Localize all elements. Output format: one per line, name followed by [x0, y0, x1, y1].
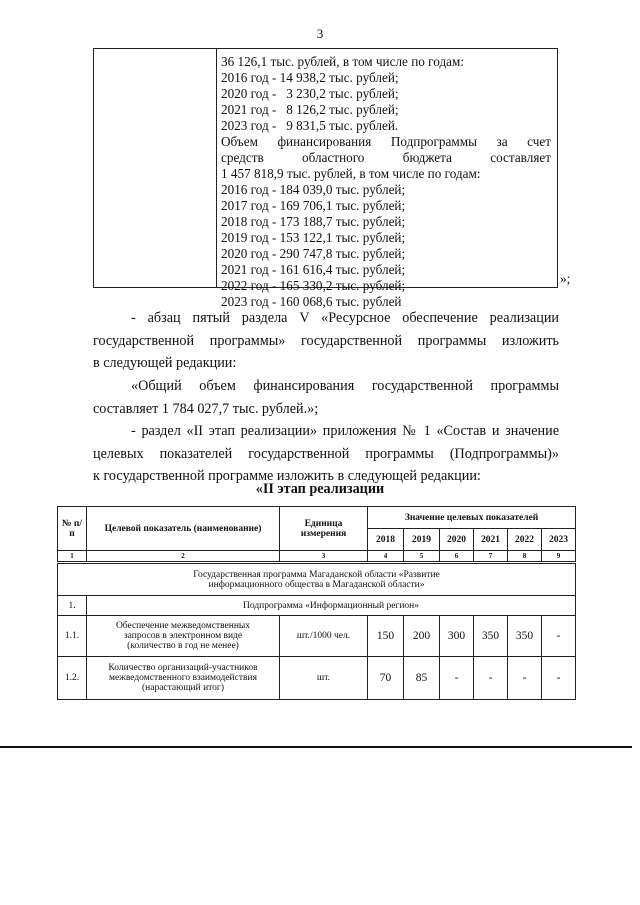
financing-line: 2021 год - 8 126,2 тыс. рублей;: [221, 102, 399, 117]
paragraph-line: «Общий объем финансирования государственной программы: [131, 378, 559, 394]
paragraph-line: составляет 1 784 027,7 тыс. рублей.»;: [93, 400, 319, 417]
row-value: -: [542, 616, 576, 657]
row-value: 300: [440, 616, 474, 657]
financing-line: 2023 год - 9 831,5 тыс. рублей.: [221, 118, 399, 133]
header-year: 2021: [474, 529, 508, 551]
financing-line: 2020 год - 290 747,8 тыс. рублей;: [221, 246, 406, 261]
paragraph-line: целевых показателей государственной программы (Подпрограммы)»: [93, 445, 559, 462]
column-number: 4: [368, 551, 404, 563]
financing-line: 2016 год - 14 938,2 тыс. рублей;: [221, 70, 399, 85]
row-value: 200: [404, 616, 440, 657]
row-unit: шт.: [280, 657, 368, 700]
page-divider-line: [0, 746, 632, 748]
header-year: 2023: [542, 529, 576, 551]
column-number: 3: [280, 551, 368, 563]
financing-line: 2018 год - 173 188,7 тыс. рублей;: [221, 214, 406, 229]
closing-quote: »;: [560, 271, 571, 286]
row-unit: шт./1000 чел.: [280, 616, 368, 657]
column-number: 9: [542, 551, 576, 563]
indicators-table: [57, 506, 576, 700]
paragraph-line: к государственной программе изложить в следующей редакции:: [93, 468, 481, 484]
header-year: 2019: [404, 529, 440, 551]
row-num: 1.1.: [58, 616, 87, 657]
row-value: 350: [474, 616, 508, 657]
row-value: 350: [508, 616, 542, 657]
financing-line: Объем финансирования Подпрограммы за счет: [221, 134, 551, 149]
paragraph-section-v: [93, 307, 559, 375]
header-values-group: Значение целевых показателей: [368, 507, 576, 529]
financing-line: 2020 год - 3 230,2 тыс. рублей;: [221, 86, 399, 101]
paragraph-stage-two: [93, 420, 559, 488]
paragraph-line: - абзац пятый раздела V «Ресурсное обеспечение реализации: [131, 310, 559, 326]
header-num: № п/п: [58, 507, 87, 551]
paragraph-line: государственной программы» государственной программы изложить: [93, 332, 559, 349]
column-number: 1: [58, 551, 87, 563]
row-value: 150: [368, 616, 404, 657]
column-number: 8: [508, 551, 542, 563]
row-value: -: [474, 657, 508, 700]
table-row: [58, 657, 576, 700]
financing-line: 2017 год - 169 706,1 тыс. рублей;: [221, 198, 406, 213]
financing-table: [93, 48, 558, 309]
row-value: 70: [368, 657, 404, 700]
header-year: 2020: [440, 529, 474, 551]
row-value: -: [542, 657, 576, 700]
page-number: 3: [316, 26, 324, 41]
column-number: 6: [440, 551, 474, 563]
financing-line: 1 457 818,9 тыс. рублей, в том числе по годам:: [221, 166, 481, 181]
program-title: Государственная программа Магаданской области «Развитие информационного общества в Магаданской области»: [58, 563, 576, 596]
financing-line: 2021 год - 161 616,4 тыс. рублей;: [221, 262, 406, 277]
header-year: 2022: [508, 529, 542, 551]
paragraph-line: в следующей редакции:: [93, 355, 237, 371]
paragraph-total-financing: [93, 375, 559, 420]
header-indicator: Целевой показатель (наименование): [87, 507, 280, 551]
financing-line: 2016 год - 184 039,0 тыс. рублей;: [221, 182, 406, 197]
financing-line: 36 126,1 тыс. рублей, в том числе по годам:: [221, 54, 465, 69]
row-value: 85: [404, 657, 440, 700]
header-year: 2018: [368, 529, 404, 551]
financing-line: средств областного бюджета составляет: [221, 150, 551, 165]
financing-text: [221, 54, 551, 310]
table-divider: [216, 49, 217, 287]
header-unit: Единица измерения: [280, 507, 368, 551]
paragraph-line: - раздел «II этап реализации» приложения № 1 «Состав и значение: [131, 423, 559, 439]
financing-line: 2023 год - 160 068,6 тыс. рублей: [221, 294, 402, 309]
row-value: -: [440, 657, 474, 700]
table-heading: «II этап реализации: [255, 481, 385, 497]
row-name: Обеспечение межведомственных запросов в электронном виде (количество в год не менее): [87, 616, 280, 657]
subprogram-title: Подпрограмма «Информационный регион»: [87, 596, 576, 616]
table-row: [58, 616, 576, 657]
row-num: 1.2.: [58, 657, 87, 700]
subprogram-num: 1.: [58, 596, 87, 616]
row-name: Количество организаций-участников межведомственного взаимодействия (нарастающий итог): [87, 657, 280, 700]
row-value: -: [508, 657, 542, 700]
column-number: 2: [87, 551, 280, 563]
column-number: 7: [474, 551, 508, 563]
financing-line: 2019 год - 153 122,1 тыс. рублей;: [221, 230, 406, 245]
financing-line: 2022 год - 165 330,2 тыс. рублей;: [221, 278, 406, 293]
column-number: 5: [404, 551, 440, 563]
